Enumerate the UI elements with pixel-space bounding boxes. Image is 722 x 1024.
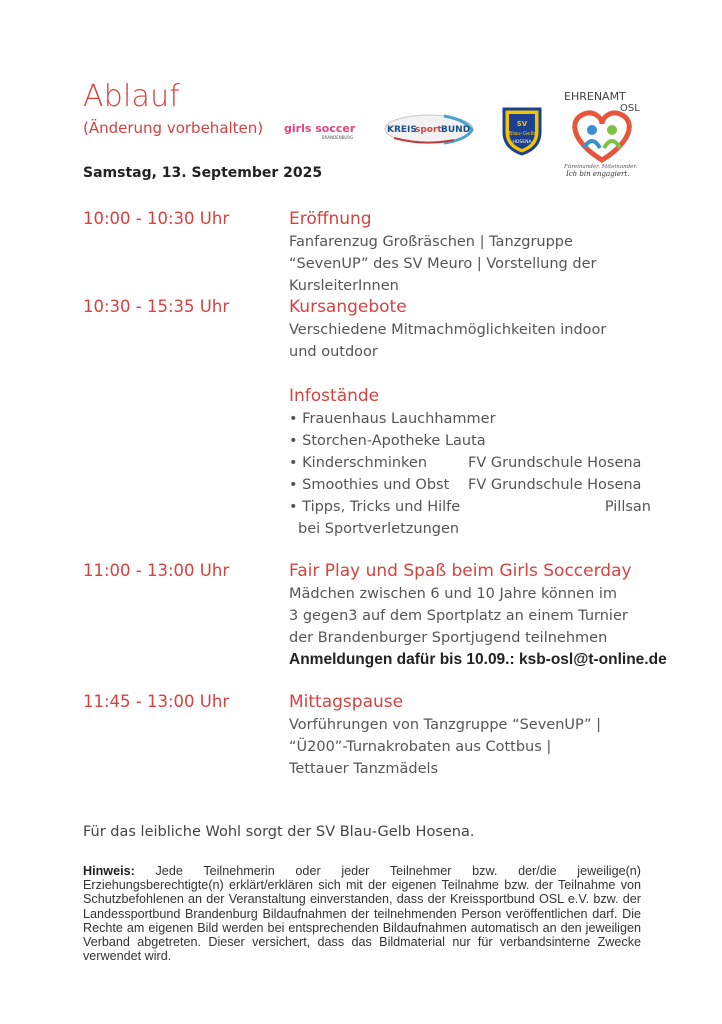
catering-note: Für das leibliche Wohl sorgt der SV Blau-Gelb Hosena. bbox=[83, 824, 475, 840]
info-list-item bbox=[289, 430, 651, 452]
schedule-description bbox=[289, 231, 649, 297]
girls-soccer-logo-text: girls soccer bbox=[284, 122, 356, 135]
ehrenamt-logo-tagline-1: Füreinander. Miteinander. bbox=[564, 164, 638, 170]
description-line: Verschiedene Mitmachmöglichkeiten indoor bbox=[289, 322, 607, 338]
info-list-item bbox=[289, 496, 651, 518]
info-list-item-continuation bbox=[298, 518, 660, 540]
girls-soccer-logo-sub: BRANDENBURG bbox=[322, 135, 354, 140]
info-name: • Frauenhaus Lauchhammer bbox=[289, 411, 496, 427]
sv-blau-gelb-hosena-logo bbox=[501, 106, 543, 156]
sv-logo-text: Blau-Gelb bbox=[508, 131, 536, 137]
schedule-title: Mittagspause bbox=[289, 692, 404, 712]
info-name: • Storchen-Apotheke Lauta bbox=[289, 433, 486, 449]
description-line: Mädchen zwischen 6 und 10 Jahre können im bbox=[289, 586, 618, 602]
event-date: Samstag, 13. September 2025 bbox=[83, 165, 323, 181]
description-line: 3 gegen3 auf dem Sportplatz an einem Turnier bbox=[289, 608, 628, 624]
description-line: Vorführungen von Tanzgruppe “SevenUP” | bbox=[289, 717, 602, 733]
info-organizer: FV Grundschule Hosena bbox=[468, 477, 642, 493]
schedule-description bbox=[289, 583, 667, 671]
schedule-time: 11:00 - 13:00 Uhr bbox=[83, 561, 230, 580]
page-title: Ablauf bbox=[83, 79, 181, 114]
ehrenamt-logo-title: EHRENAMT bbox=[564, 90, 626, 103]
kreissportbund-logo bbox=[384, 108, 474, 150]
info-list-item bbox=[289, 408, 651, 430]
ehrenamt-logo-sub: OSL bbox=[620, 103, 640, 114]
notice-paragraph bbox=[83, 864, 641, 963]
infostaende-title: Infostände bbox=[289, 386, 380, 406]
description-line: Fanfarenzug Großräschen | Tanzgruppe bbox=[289, 234, 573, 250]
girls-soccer-logo bbox=[284, 118, 358, 140]
notice-label: Hinweis: bbox=[83, 864, 135, 878]
description-line: der Brandenburger Sportjugend teilnehmen bbox=[289, 630, 608, 646]
info-organizer: Pillsan bbox=[604, 499, 651, 515]
notice-text: Jede Teilnehmerin oder jeder Teilnehmer bzw. der/die jeweilige(n) Erziehungsberechtigte(n) erklärt/erklären sich mit der eigenen Teilnahme bzw. der Teilnahme von Schutzbefohlenen an der Veranstaltung einverstanden, dass der Kreissportbund OSL e.V. bzw. der Landessportbund Brandenburg Bildaufnahmen der teilnehmenden Person veröffentlichen darf. Die Rechte am eigenen Bild werden bei entsprechenden Bildaufnahmen automatisch an den jeweiligen Verband abgetreten. Dieser versichert, dass das Bildmaterial nur für verbandsinterne Zwecke verwendet wird. bbox=[83, 864, 641, 964]
info-list-item bbox=[289, 452, 651, 474]
ehrenamt-osl-logo bbox=[562, 90, 648, 178]
sv-logo-letters: SV bbox=[516, 120, 528, 128]
schedule-time: 10:00 - 10:30 Uhr bbox=[83, 209, 230, 228]
info-name: • Kinderschminken bbox=[289, 455, 428, 471]
info-name: • Smoothies und Obst bbox=[289, 477, 450, 493]
schedule-title: Fair Play und Spaß beim Girls Soccerday bbox=[289, 561, 632, 581]
description-line: “SevenUP” des SV Meuro | Vorstellung der bbox=[289, 256, 597, 272]
info-name: bei Sportverletzungen bbox=[298, 521, 460, 537]
schedule-time: 11:45 - 13:00 Uhr bbox=[83, 692, 230, 711]
description-line: Tettauer Tanzmädels bbox=[289, 761, 439, 777]
description-line: und outdoor bbox=[289, 344, 378, 360]
schedule-title: Eröffnung bbox=[289, 209, 372, 229]
ehrenamt-logo-tagline-2: Ich bin engagiert. bbox=[566, 170, 630, 178]
schedule-description bbox=[289, 714, 649, 780]
info-list-item bbox=[289, 474, 651, 496]
page-subtitle: (Änderung vorbehalten) bbox=[83, 119, 264, 137]
sv-logo-place: HOSENA bbox=[512, 140, 532, 145]
schedule-description bbox=[289, 319, 649, 363]
ksb-logo-text-b: sport bbox=[415, 125, 442, 135]
info-name: • Tipps, Tricks und Hilfe bbox=[289, 499, 461, 515]
schedule-time: 10:30 - 15:35 Uhr bbox=[83, 297, 230, 316]
description-line: “Ü200”-Turnakrobaten aus Cottbus | bbox=[289, 739, 552, 755]
ksb-logo-text-c: BUND bbox=[441, 125, 471, 135]
schedule-title: Kursangebote bbox=[289, 297, 407, 317]
registration-note: Anmeldungen dafür bis 10.09.: ksb-osl@t-online.de bbox=[289, 651, 667, 668]
ksb-logo-text-a: KREIS bbox=[387, 125, 417, 135]
description-line: KursleiterInnen bbox=[289, 278, 399, 294]
info-organizer: FV Grundschule Hosena bbox=[468, 455, 642, 471]
